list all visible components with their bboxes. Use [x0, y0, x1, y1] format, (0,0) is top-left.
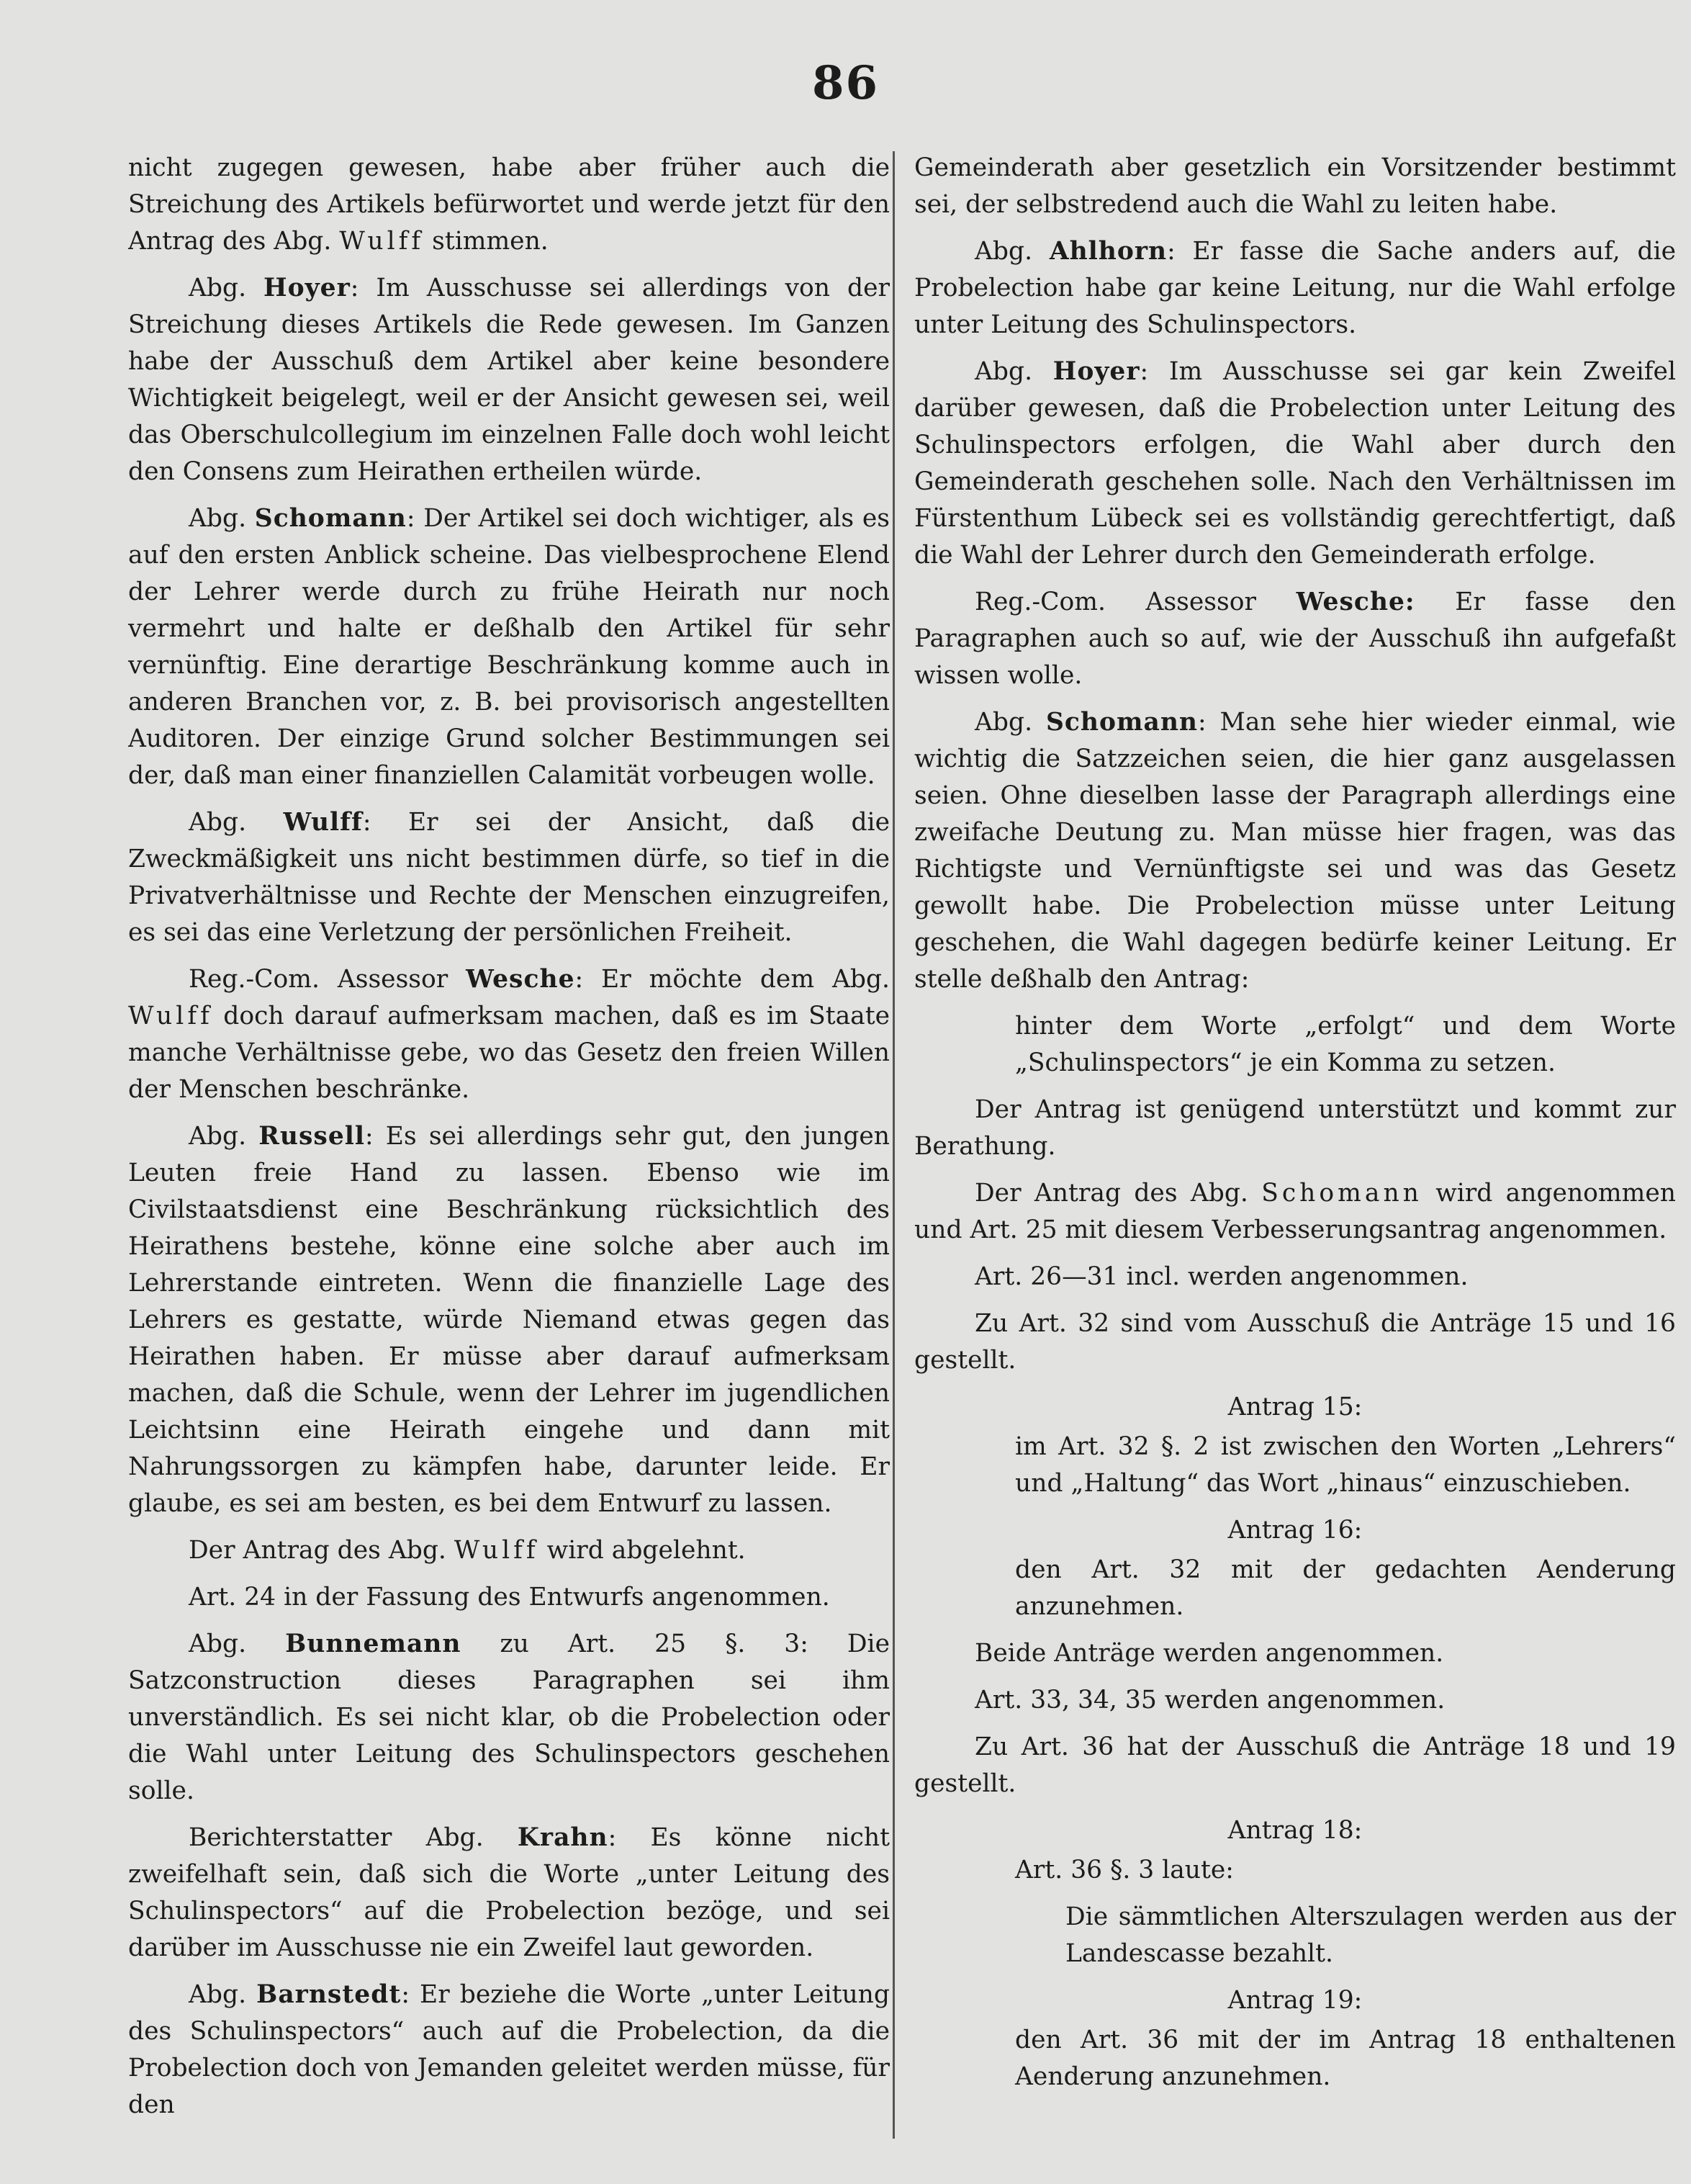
paragraph: Abg. Bunnemann zu Art. 25 §. 3: Die Satzconstruction dieses Paragraphen sei ihm unverständlich. Es sei nicht klar, ob die Probelection oder die Wahl unter Leitung des Schulinspectors geschehen solle. [128, 1630, 890, 1805]
right-column [914, 150, 1676, 2137]
paragraph: Reg.-Com. Assessor Wesche: Er möchte dem Abg. Wulff doch darauf aufmerksam machen, daß es im Staate manche Verhältnisse gebe, wo das Gesetz den freien Willen der Menschen beschränke. [128, 965, 890, 1104]
paragraph: Zu Art. 36 hat der Ausschuß die Anträge 18 und 19 gestellt. [914, 1733, 1676, 1798]
paragraph: Abg. Schomann: Man sehe hier wieder einmal, wie wichtig die Satzzeichen seien, die hier ganz ausgelassen seien. Ohne dieselben lasse der Paragraph allerdings eine zweifache Deutung zu. Man müsse hier fragen, was das Richtigste und Vernünftigste sei und was das Gesetz gewollt habe. Die Probelection müsse unter Leitung geschehen, die Wahl dagegen bedürfe keiner Leitung. Er stelle deßhalb den Antrag: [914, 708, 1676, 994]
paragraph: Art. 33, 34, 35 werden angenommen. [975, 1686, 1446, 1715]
paragraph: Antrag 18: [1227, 1816, 1363, 1845]
column-divider [893, 151, 895, 2139]
paragraph: Antrag 15: [1227, 1393, 1363, 1421]
paragraph: Gemeinderath aber gesetzlich ein Vorsitzender bestimmt sei, der selbstredend auch die Wahl zu leiten habe. [914, 153, 1676, 219]
paragraph: Der Antrag des Abg. Schomann wird angenommen und Art. 25 mit diesem Verbesserungsantrag angenommen. [914, 1179, 1676, 1244]
paragraph: Art. 36 §. 3 laute: [1015, 1856, 1234, 1884]
paragraph: Der Antrag ist genügend unterstützt und kommt zur Berathung. [914, 1095, 1676, 1161]
paragraph: Art. 26—31 incl. werden angenommen. [975, 1262, 1469, 1291]
paragraph: Abg. Schomann: Der Artikel sei doch wichtiger, als es auf den ersten Anblick scheine. Das vielbesprochene Elend der Lehrer werde durch zu frühe Heirath nur noch vermehrt und halte er deßhalb den Artikel für sehr vernünftig. Eine derartige Beschränkung komme auch in anderen Branchen vor, z. B. bei provisorisch angestellten Auditoren. Der einzige Grund solcher Bestimmungen sei der, daß man einer finanziellen Calamität vorbeugen wolle. [128, 504, 890, 790]
paragraph: Abg. Russell: Es sei allerdings sehr gut, den jungen Leuten freie Hand zu lassen. Ebenso wie im Civilstaatsdienst eine Beschränkung rücksichtlich des Heirathens bestehe, könne eine solche aber auch im Lehrerstande eintreten. Wenn die finanzielle Lage des Lehrers es gestatte, würde Niemand etwas gegen das Heirathen haben. Er müsse aber darauf aufmerksam machen, daß die Schule, wenn der Lehrer im jugendlichen Leichtsinn eine Heirath eingehe und dann mit Nahrungssorgen zu kämpfen habe, darunter leide. Er glaube, es sei am besten, es bei dem Entwurf zu lassen. [128, 1122, 890, 1518]
paragraph: Abg. Barnstedt: Er beziehe die Worte „unter Leitung des Schulinspectors“ auch auf die Probelection, da die Probelection doch von Jemanden geleitet werden müsse, für den [128, 1980, 890, 2119]
paragraph: hinter dem Worte „erfolgt“ und dem Worte „Schulinspectors“ je ein Komma zu setzen. [1015, 1012, 1676, 1077]
paragraph: Abg. Ahlhorn: Er fasse die Sache anders auf, die Probelection habe gar keine Leitung, nur die Wahl erfolge unter Leitung des Schulinspectors. [914, 237, 1676, 339]
paragraph: Abg. Hoyer: Im Ausschusse sei allerdings von der Streichung dieses Artikels die Rede gewesen. Im Ganzen habe der Ausschuß dem Artikel aber keine besondere Wichtigkeit beigelegt, weil er der Ansicht gewesen sei, weil das Oberschulcollegium im einzelnen Falle doch wohl leicht den Consens zum Heirathen ertheilen würde. [128, 274, 890, 486]
paragraph: Antrag 19: [1227, 1986, 1363, 2015]
paragraph: nicht zugegen gewesen, habe aber früher auch die Streichung des Artikels befürwortet und werde jetzt für den Antrag des Abg. Wulff stimmen. [128, 153, 890, 256]
paragraph: Antrag 16: [1227, 1516, 1363, 1545]
page-number: 86 [811, 56, 880, 110]
paragraph: Zu Art. 32 sind vom Ausschuß die Anträge 15 und 16 gestellt. [914, 1309, 1676, 1375]
paragraph: Der Antrag des Abg. Wulff wird abgelehnt. [189, 1536, 746, 1565]
paragraph: Beide Anträge werden angenommen. [975, 1639, 1444, 1668]
left-column [128, 150, 890, 2137]
paragraph: Berichterstatter Abg. Krahn: Es könne nicht zweifelhaft sein, daß sich die Worte „unter Leitung des Schulinspectors“ auf die Probelection bezöge, und sei darüber im Ausschusse nie ein Zweifel laut geworden. [128, 1823, 890, 1962]
paragraph: Die sämmtlichen Alterszulagen werden aus der Landescasse bezahlt. [1065, 1902, 1676, 1968]
paragraph: Art. 24 in der Fassung des Entwurfs angenommen. [189, 1583, 830, 1612]
paragraph: im Art. 32 §. 2 ist zwischen den Worten „Lehrers“ und „Haltung“ das Wort „hinaus“ einzuschieben. [1015, 1432, 1676, 1498]
paragraph: Abg. Hoyer: Im Ausschusse sei gar kein Zweifel darüber gewesen, daß die Probelection unter Leitung des Schulinspectors erfolgen, die Wahl aber durch den Gemeinderath geschehen solle. Nach den Verhältnissen im Fürstenthum Lübeck sei es vollständig gerechtfertigt, daß die Wahl der Lehrer durch den Gemeinderath erfolge. [914, 357, 1676, 570]
paragraph: Abg. Wulff: Er sei der Ansicht, daß die Zweckmäßigkeit uns nicht bestimmen dürfe, so tief in die Privatverhältnisse und Rechte der Menschen einzugreifen, es sei das eine Verletzung der persönlichen Freiheit. [128, 808, 890, 947]
paragraph: den Art. 36 mit der im Antrag 18 enthaltenen Aenderung anzunehmen. [1015, 2026, 1676, 2091]
paragraph: Reg.-Com. Assessor Wesche: Er fasse den Paragraphen auch so auf, wie der Ausschuß ihn aufgefaßt wissen wolle. [914, 588, 1676, 690]
paragraph: den Art. 32 mit der gedachten Aenderung anzunehmen. [1015, 1555, 1676, 1621]
